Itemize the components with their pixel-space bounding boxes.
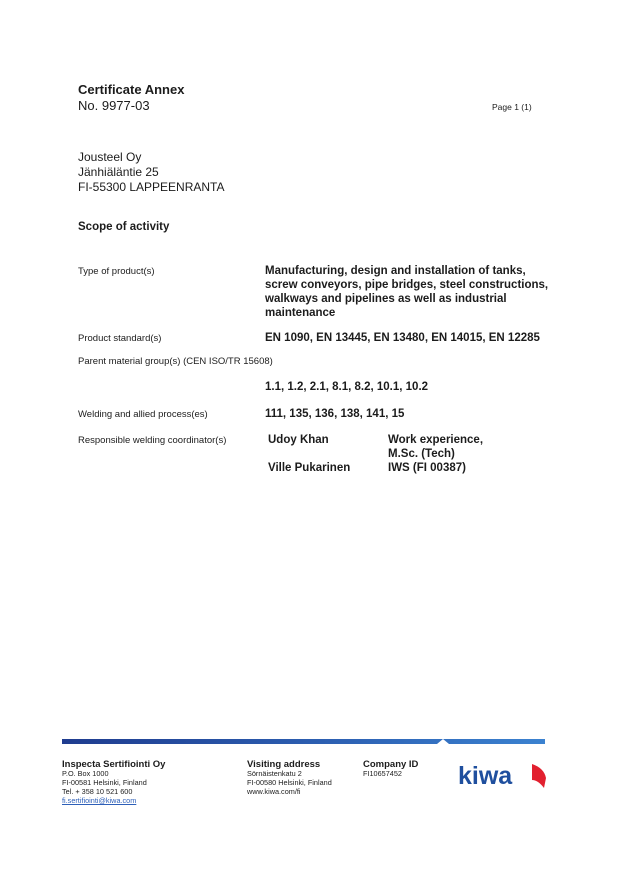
welding-process-label: Welding and allied process(es) — [78, 409, 208, 420]
company-street: Jänhiäläntie 25 — [78, 165, 159, 179]
footer-org-name: Inspecta Sertifiointi Oy — [62, 759, 166, 770]
coordinator-label: Responsible welding coordinator(s) — [78, 435, 227, 446]
footer-phone: Tel. + 358 10 521 600 — [62, 787, 133, 796]
visiting-street: Sörnäistenkatu 2 — [247, 769, 302, 778]
coordinator-name: Udoy Khan — [268, 434, 329, 446]
parent-material-value: 1.1, 1.2, 2.1, 8.1, 8.2, 10.1, 10.2 — [265, 381, 429, 393]
visiting-postal: FI-00580 Helsinki, Finland — [247, 778, 332, 787]
product-type-value: Manufacturing, design and installation of tanks, screw conveyors, pipe bridges, steel constructions, walkways and pipelines as well as industrial maintenance — [265, 265, 549, 319]
page-indicator: Page 1 (1) — [492, 102, 532, 112]
product-standard-value: EN 1090, EN 13445, EN 13480, EN 14015, EN 12285 — [265, 332, 540, 344]
footer-po-box: P.O. Box 1000 — [62, 769, 109, 778]
company-id-value: FI10657452 — [363, 769, 402, 778]
footer-divider — [62, 739, 545, 744]
footer-email-link[interactable]: fi.sertifiointi@kiwa.com — [62, 796, 137, 805]
product-standard-label: Product standard(s) — [78, 333, 162, 344]
coordinator-qualification: Work experience, — [388, 434, 484, 446]
logo-wordmark: kiwa — [458, 762, 513, 790]
annex-title: Certificate Annex — [78, 82, 185, 97]
footer-divider-notch — [437, 739, 449, 744]
company-id-heading: Company ID — [363, 759, 419, 770]
coordinator-qualification: IWS (FI 00387) — [388, 462, 466, 474]
annex-number: No. 9977-03 — [78, 98, 150, 113]
scope-heading: Scope of activity — [78, 221, 170, 233]
kiwa-logo — [452, 756, 548, 796]
coordinator-qualification: M.Sc. (Tech) — [388, 448, 455, 460]
footer-website: www.kiwa.com/fi — [247, 787, 301, 796]
welding-process-value: 111, 135, 136, 138, 141, 15 — [265, 408, 405, 420]
parent-material-label: Parent material group(s) (CEN ISO/TR 15608) — [78, 356, 273, 367]
footer-postal: FI-00581 Helsinki, Finland — [62, 778, 147, 787]
company-name: Jousteel Oy — [78, 150, 142, 164]
product-type-label: Type of product(s) — [78, 266, 155, 277]
visiting-address-heading: Visiting address — [247, 759, 321, 770]
coordinator-name: Ville Pukarinen — [268, 462, 351, 474]
company-city: FI-55300 LAPPEENRANTA — [78, 180, 225, 194]
